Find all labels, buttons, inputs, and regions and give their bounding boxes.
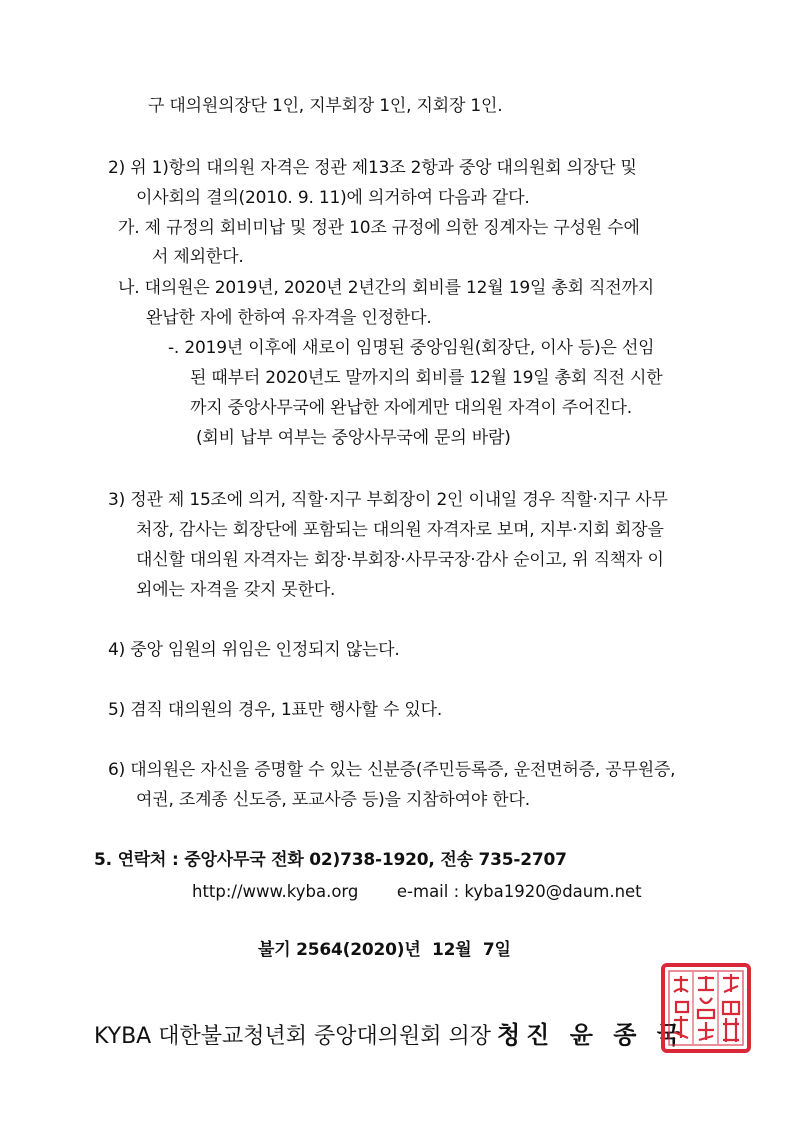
signature-org: KYBA 대한불교청년회 중앙대의원회 의장 <box>94 1024 491 1049</box>
signature-name: 청진 윤 종 국 <box>496 1021 686 1049</box>
signature-line <box>94 1020 686 1052</box>
official-seal-icon <box>660 962 752 1054</box>
text-line: 여권, 조계종 신도증, 포교사증 등)을 지참하여야 한다. <box>136 790 530 810</box>
text-line: 까지 중앙사무국에 완납한 자에게만 대의원 자격이 주어진다. <box>190 398 632 418</box>
sub-item-dash: -. 2019년 이후에 새로이 임명된 중앙임원(회장단, 이사 등)은 선임 <box>168 338 655 358</box>
text-line: 완납한 자에 한하여 유자격을 인정한다. <box>146 308 432 328</box>
website-url[interactable]: http://www.kyba.org <box>192 882 359 901</box>
text-line: 이사회의 결의(2010. 9. 11)에 의거하여 다음과 같다. <box>136 188 530 208</box>
item-6: 6) 대의원은 자신을 증명할 수 있는 신분증(주민등록증, 운전면허증, 공무원증, <box>108 760 676 780</box>
item-4: 4) 중앙 임원의 위임은 인정되지 않는다. <box>108 640 400 660</box>
email-address[interactable]: e-mail : kyba1920@daum.net <box>396 882 642 901</box>
item-5: 5) 겸직 대의원의 경우, 1표만 행사할 수 있다. <box>108 700 443 720</box>
text-line: 서 제외한다. <box>152 247 244 267</box>
note-line: (회비 납부 여부는 중앙사무국에 문의 바람) <box>196 428 511 448</box>
item-ga: 가. 제 규정의 회비미납 및 정관 10조 규정에 의한 징계자는 구성원 수에 <box>118 218 640 238</box>
contact-web-line <box>192 880 642 904</box>
text-line: 구 대의원의장단 1인, 지부회장 1인, 지회장 1인. <box>148 96 503 116</box>
item-na: 나. 대의원은 2019년, 2020년 2년간의 회비를 12월 19일 총회 직전까지 <box>118 278 654 298</box>
date-line: 불기 2564(2020)년 12월 7일 <box>258 940 511 960</box>
text-line: 대신할 대의원 자격자는 회장·부회장·사무국장·감사 순이고, 위 직책자 이 <box>136 550 664 570</box>
item-3: 3) 정관 제 15조에 의거, 직할·지구 부회장이 2인 이내일 경우 직할·지구 사무 <box>108 490 668 510</box>
text-line: 외에는 자격을 갖지 못한다. <box>136 580 336 600</box>
contact-line: 5. 연락처 : 중앙사무국 전화 02)738-1920, 전송 735-2707 <box>94 850 567 870</box>
item-2: 2) 위 1)항의 대의원 자격은 정관 제13조 2항과 중앙 대의원회 의장단 및 <box>108 158 637 178</box>
text-line: 처장, 감사는 회장단에 포함되는 대의원 자격자로 보며, 지부·지회 회장을 <box>136 520 664 540</box>
text-line: 된 때부터 2020년도 말까지의 회비를 12월 19일 총회 직전 시한 <box>190 368 663 388</box>
